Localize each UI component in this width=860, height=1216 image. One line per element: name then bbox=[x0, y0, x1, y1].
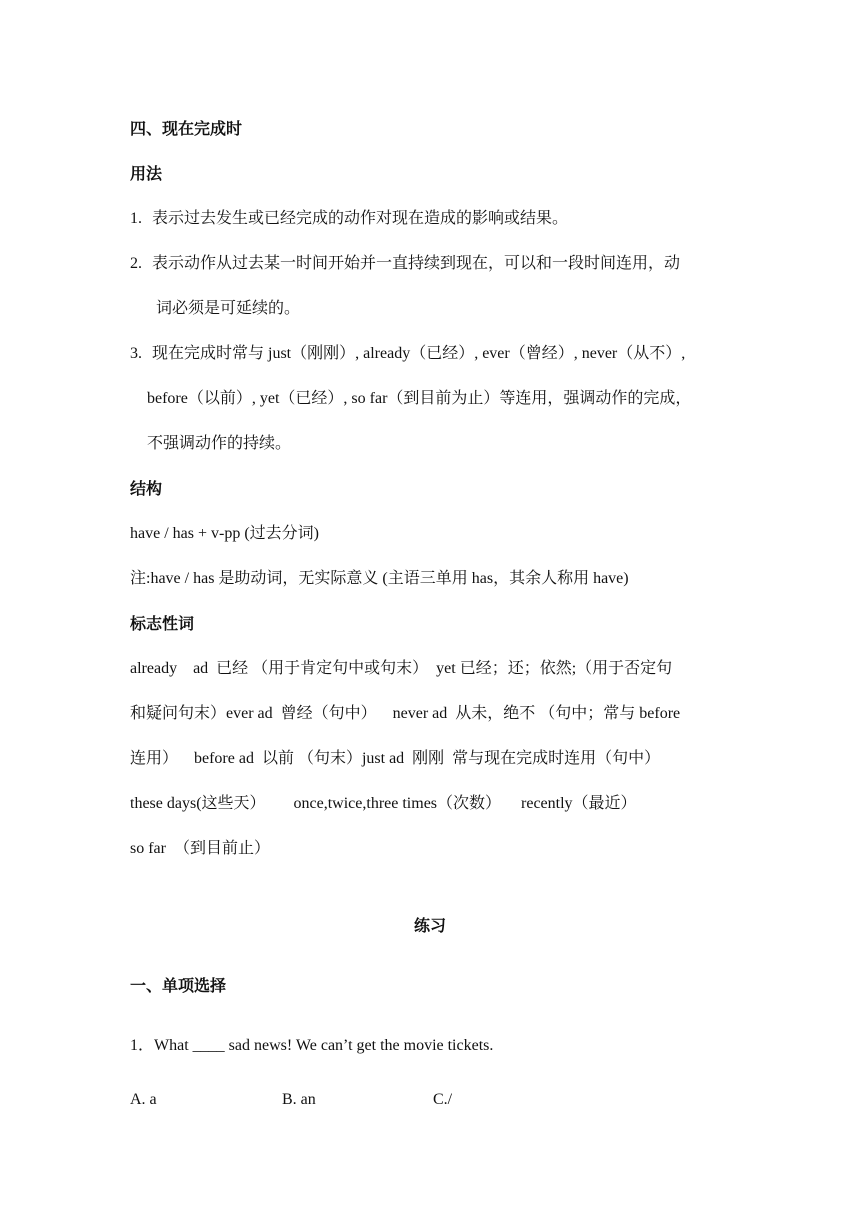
question-number: 1． bbox=[130, 1037, 155, 1054]
structure-note: 注:have / has 是助动词，无实际意义 (主语三单用 has，其余人称用 have) bbox=[130, 570, 629, 587]
usage-item-text: 现在完成时常与 just（刚刚）, already（已经）, ever（曾经）, never（从不）, bbox=[152, 345, 686, 362]
markers-line-3: 连用） before ad 以前 （句末）just ad 刚刚 常与现在完成时连用（句中） bbox=[130, 750, 661, 767]
usage-item-3-continuation: before（以前）, yet（已经）, so far（到目前为止）等连用，强调动作的完成， bbox=[147, 390, 692, 407]
markers-heading: 标志性词 bbox=[130, 614, 195, 633]
markers-line-2: 和疑问句末）ever ad 曾经（句中） never ad 从未，绝不 （句中；常与 before bbox=[130, 705, 681, 722]
question-1-options bbox=[130, 1090, 750, 1110]
usage-item-number: 3. bbox=[130, 345, 142, 362]
usage-item-1 bbox=[130, 209, 750, 229]
usage-item-number: 1. bbox=[130, 210, 142, 227]
practice-section-title: 一、单项选择 bbox=[130, 976, 227, 995]
option-a: A. a bbox=[130, 1091, 157, 1108]
markers-line-5: so far （到目前止） bbox=[130, 840, 270, 857]
usage-item-text: 表示过去发生或已经完成的动作对现在造成的影响或结果。 bbox=[152, 210, 569, 227]
structure-heading: 结构 bbox=[130, 479, 163, 498]
option-b: B. an bbox=[282, 1091, 316, 1108]
practice-title: 练习 bbox=[413, 916, 446, 935]
usage-item-text: 表示动作从过去某一时间开始并一直持续到现在，可以和一段时间连用，动 bbox=[152, 255, 681, 272]
question-text: What ____ sad news! We can’t get the movie tickets. bbox=[154, 1037, 494, 1054]
question-1 bbox=[130, 1036, 750, 1056]
option-c: C./ bbox=[433, 1091, 453, 1108]
usage-item-2 bbox=[130, 254, 750, 274]
markers-line-1: already ad 已经 （用于肯定句中或句末） yet 已经；还；依然;（用于否定句 bbox=[130, 660, 673, 677]
usage-item-2-continuation: 词必须是可延续的。 bbox=[156, 300, 301, 317]
markers-line-4: these days(这些天） once,twice,three times（次数） recently（最近） bbox=[130, 795, 637, 812]
section-title: 四、现在完成时 bbox=[130, 119, 243, 138]
usage-heading: 用法 bbox=[130, 164, 163, 183]
structure-formula: have / has + v-pp (过去分词) bbox=[130, 525, 319, 542]
usage-item-3-continuation-2: 不强调动作的持续。 bbox=[147, 435, 292, 452]
usage-item-number: 2. bbox=[130, 255, 142, 272]
usage-item-3 bbox=[130, 344, 750, 364]
